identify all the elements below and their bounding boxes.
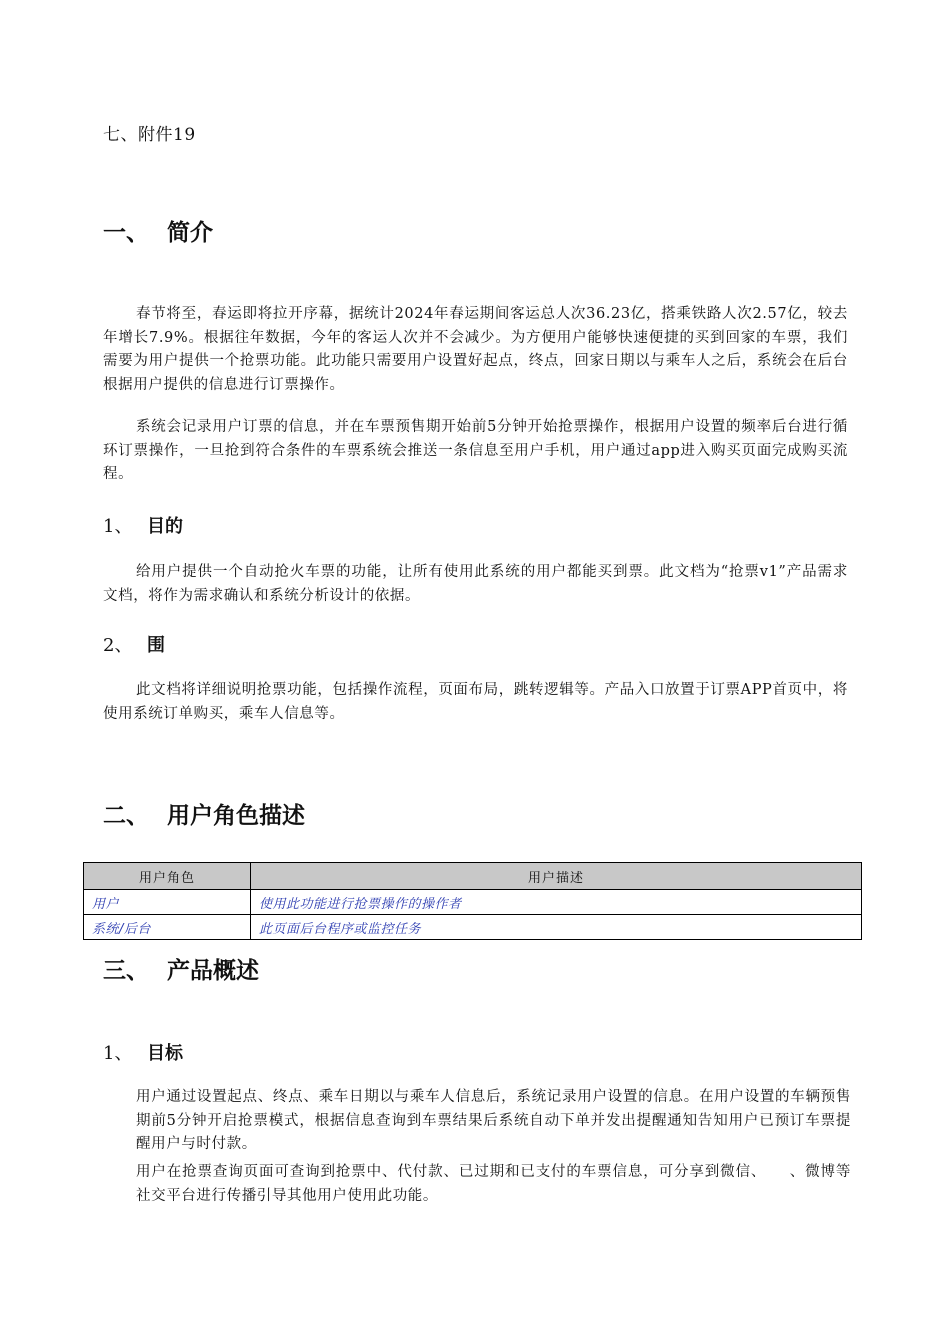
section-heading-overview bbox=[103, 952, 259, 985]
role-cell: 用户 bbox=[84, 890, 251, 915]
role-cell: 系统/后台 bbox=[84, 915, 251, 940]
goal-paragraph-1: 用户通过设置起点、终点、乘车日期以与乘车人信息后，系统记录用户设置的信息。在用户设置的车辆预售期前5分钟开启抢票模式，根据信息查询到车票结果后系统自动下单并发出提醒通知告知用户已预订车票提醒用户与时付款。 bbox=[136, 1089, 851, 1152]
section-number: 一、 bbox=[103, 220, 149, 246]
appendix-heading: 七、附件19 bbox=[103, 125, 196, 145]
subsection-title: 目的 bbox=[147, 516, 183, 537]
subsection-heading-goal bbox=[103, 1039, 183, 1065]
subsection-heading-purpose bbox=[103, 512, 183, 538]
intro-paragraph-1: 春节将至，春运即将拉开序幕，据统计2024年春运期间客运总人次36.23亿，搭乘铁路人次2.57亿，较去年增长7.9%。根据往年数据，今年的客运人次并不会减少。为方便用户能够快速便捷的买到回家的车票，我们需要为用户提供一个抢票功能。此功能只需要用户设置好起点，终点，回家日期以与乘车人之后，系统会在后台根据用户提供的信息进行订票操作。 bbox=[103, 306, 848, 393]
section-title: 用户角色描述 bbox=[167, 803, 305, 829]
subsection-title: 目标 bbox=[147, 1043, 183, 1064]
purpose-paragraph: 给用户提供一个自动抢火车票的功能，让所有使用此系统的用户都能买到票。此文档为“抢票v1”产品需求文档，将作为需求确认和系统分析设计的依据。 bbox=[103, 564, 848, 604]
column-header-role: 用户角色 bbox=[84, 863, 251, 890]
subsection-heading-scope bbox=[103, 631, 165, 657]
section-title: 产品概述 bbox=[167, 958, 259, 984]
table-row bbox=[84, 890, 862, 915]
user-roles-table bbox=[83, 862, 862, 940]
subsection-number: 2、 bbox=[103, 635, 133, 656]
description-cell: 使用此功能进行抢票操作的操作者 bbox=[251, 890, 862, 915]
subsection-number: 1、 bbox=[103, 516, 133, 537]
section-title: 简介 bbox=[167, 220, 213, 246]
section-number: 二、 bbox=[103, 803, 149, 829]
table-row bbox=[84, 915, 862, 940]
subsection-number: 1、 bbox=[103, 1043, 133, 1064]
intro-paragraph-2: 系统会记录用户订票的信息，并在车票预售期开始前5分钟开始抢票操作，根据用户设置的频率后台进行循环订票操作，一旦抢到符合条件的车票系统会推送一条信息至用户手机，用户通过app进入购买页面完成购买流程。 bbox=[103, 419, 848, 482]
subsection-title: 围 bbox=[147, 635, 165, 656]
section-heading-intro bbox=[103, 214, 213, 247]
section-number: 三、 bbox=[103, 958, 149, 984]
scope-paragraph: 此文档将详细说明抢票功能，包括操作流程，页面布局，跳转逻辑等。产品入口放置于订票APP首页中，将使用系统订单购买，乘车人信息等。 bbox=[103, 682, 848, 722]
table-header-row bbox=[84, 863, 862, 890]
description-cell: 此页面后台程序或监控任务 bbox=[251, 915, 862, 940]
goal-paragraph-2: 用户在抢票查询页面可查询到抢票中、代付款、已过期和已支付的车票信息，可分享到微信、 、微博等社交平台进行传播引导其他用户使用此功能。 bbox=[136, 1164, 851, 1204]
column-header-description: 用户描述 bbox=[251, 863, 862, 890]
section-heading-roles bbox=[103, 797, 305, 830]
